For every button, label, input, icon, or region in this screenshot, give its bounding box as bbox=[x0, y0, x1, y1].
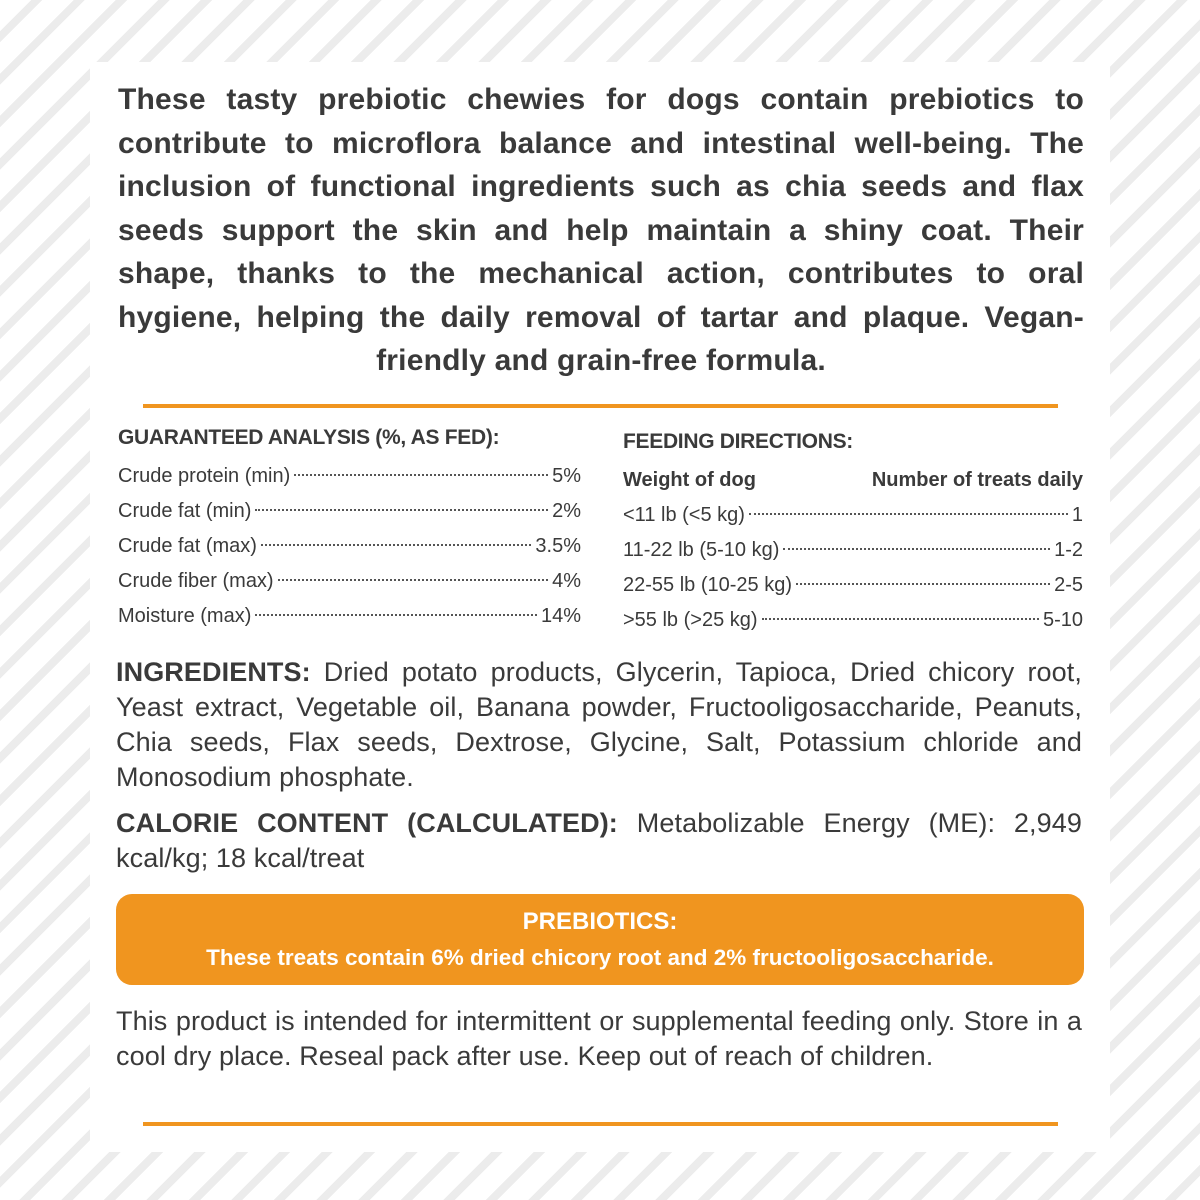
leader-dots bbox=[783, 528, 1050, 550]
leader-dots bbox=[762, 598, 1039, 620]
ingredients-text: Dried potato products, Glycerin, Tapioca, Dried chicory root, Yeast extract, Vegetable oil, Banana powder, Fructooligosaccharide, Peanuts, Chia seeds, Flax seeds, Dextrose, Glycine, Salt, Potassium chloride and Monosodium phosphate. bbox=[116, 657, 1082, 792]
guaranteed-analysis bbox=[118, 423, 581, 634]
leader-dots bbox=[255, 489, 548, 511]
disclaimer-text: This product is intended for intermittent or supplemental feeding only. Store in a cool dry place. Reseal pack after use. Keep out of reach of children. bbox=[116, 1006, 1082, 1071]
prebiotics-title: PREBIOTICS: bbox=[522, 908, 678, 935]
analysis-row-value: 5% bbox=[552, 465, 581, 487]
calorie-text: Metabolizable Energy (ME): 2,949 kcal/kg; 18 kcal/treat bbox=[116, 808, 1082, 873]
feeding-row-treats: 5-10 bbox=[1042, 609, 1083, 631]
feeding-row-weight: 22-55 lb (10-25 kg) bbox=[623, 574, 792, 596]
feeding-row-weight: 11-22 lb (5-10 kg) bbox=[623, 539, 780, 561]
leader-dots bbox=[255, 594, 537, 616]
analysis-row-value: 3.5% bbox=[535, 535, 581, 557]
calorie-label: CALORIE CONTENT (CALCULATED): bbox=[116, 808, 618, 838]
calorie-content-section bbox=[116, 806, 1082, 876]
prebiotics-text: These treats contain 6% dried chicory root and 2% fructooligosaccharide. bbox=[206, 945, 994, 970]
leader-dots bbox=[294, 454, 548, 476]
analysis-title: GUARANTEED ANALYSIS (%, AS FED): bbox=[118, 426, 500, 449]
treats-column-header: Number of treats daily bbox=[871, 469, 1083, 491]
intro-description: These tasty prebiotic chewies for dogs contain prebiotics to contribute to microflora balance and intestinal well-being. The inclusion of functional ingredients such as chia seeds and flax seeds support the skin and help maintain a shiny coat. Their shape, thanks to the mechanical action, contributes to oral hygiene, helping the daily removal of tartar and plaque. Vegan-friendly and grain-free formula. bbox=[118, 83, 1084, 377]
prebiotics-banner bbox=[116, 894, 1084, 985]
analysis-row-value: 14% bbox=[540, 605, 581, 627]
analysis-row-value: 2% bbox=[552, 500, 581, 522]
analysis-row-label: Moisture (max) bbox=[118, 605, 252, 627]
divider-top bbox=[143, 404, 1058, 408]
feeding-row-weight: >55 lb (>25 kg) bbox=[623, 609, 758, 631]
leader-dots bbox=[796, 563, 1050, 585]
feeding-row-treats: 1 bbox=[1071, 504, 1083, 526]
analysis-row-value: 4% bbox=[552, 570, 581, 592]
leader-dots bbox=[261, 524, 531, 546]
analysis-row-label: Crude fat (max) bbox=[118, 535, 257, 557]
feeding-row-weight: <11 lb (<5 kg) bbox=[623, 504, 745, 526]
analysis-row-label: Crude fiber (max) bbox=[118, 570, 274, 592]
analysis-row-label: Crude protein (min) bbox=[118, 465, 291, 487]
feeding-row bbox=[623, 603, 1083, 638]
ingredients-label: INGREDIENTS: bbox=[116, 657, 311, 687]
feeding-title: FEEDING DIRECTIONS: bbox=[623, 430, 853, 453]
weight-column-header: Weight of dog bbox=[623, 469, 756, 491]
feeding-directions bbox=[623, 427, 1083, 638]
feeding-row-treats: 1-2 bbox=[1054, 539, 1083, 561]
analysis-row bbox=[118, 599, 581, 634]
ingredients-section bbox=[116, 655, 1082, 795]
divider-bottom bbox=[143, 1122, 1058, 1126]
leader-dots bbox=[749, 493, 1068, 515]
feeding-row-treats: 2-5 bbox=[1054, 574, 1083, 596]
leader-dots bbox=[278, 559, 548, 581]
analysis-row-label: Crude fat (min) bbox=[118, 500, 252, 522]
